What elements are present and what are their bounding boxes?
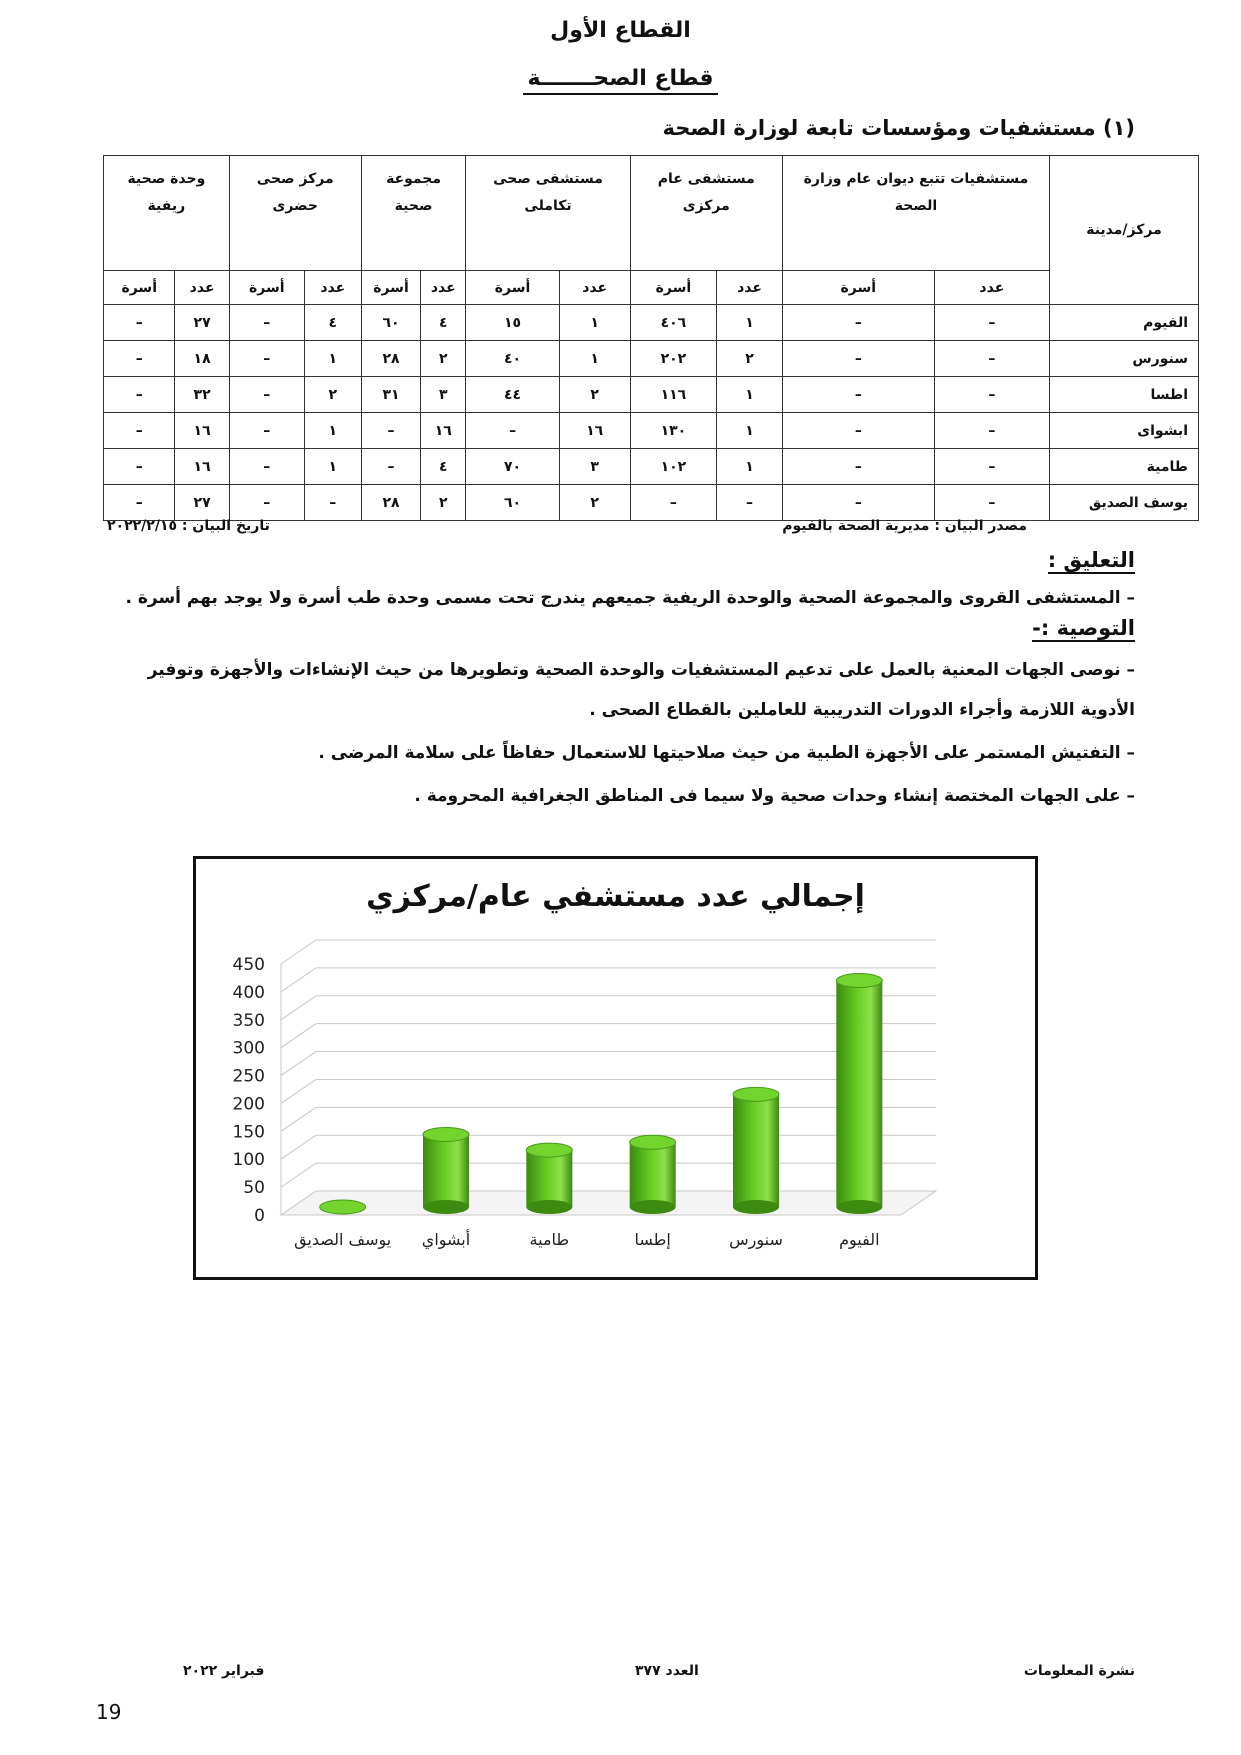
beds-subheader: أسرة bbox=[361, 271, 420, 305]
value-cell: ٤ bbox=[421, 305, 466, 341]
chart-title: إجمالي عدد مستشفي عام/مركزي bbox=[366, 879, 865, 914]
value-cell: ١٦ bbox=[559, 413, 630, 449]
group-header: مركز صحى حضرى bbox=[229, 156, 361, 271]
value-cell: ٢٨ bbox=[361, 341, 420, 377]
value-cell: – bbox=[361, 449, 420, 485]
count-subheader: عدد bbox=[559, 271, 630, 305]
value-cell: ٤٤ bbox=[466, 377, 559, 413]
value-cell: ٢ bbox=[559, 377, 630, 413]
value-cell: – bbox=[934, 305, 1049, 341]
value-cell: ١ bbox=[717, 413, 783, 449]
value-cell: ٢٧ bbox=[175, 485, 229, 521]
value-cell: ٤ bbox=[421, 449, 466, 485]
count-subheader: عدد bbox=[717, 271, 783, 305]
value-cell: ١٣٠ bbox=[630, 413, 717, 449]
bar bbox=[423, 1134, 469, 1207]
beds-subheader: أسرة bbox=[630, 271, 717, 305]
value-cell: – bbox=[229, 305, 304, 341]
gridline-side bbox=[281, 1024, 316, 1048]
city-header: مركز/مدينة bbox=[1050, 156, 1199, 305]
recommendation-line: – نوصى الجهات المعنية بالعمل على تدعيم المستشفيات والوحدة الصحية وتطويرها من حيث الإنشاءات والأجهزة وتوفير الأدوية اللازمة وأجراء الدورات التدريبية للعاملين بالقطاع الصحى . bbox=[147, 660, 1135, 720]
gridline-side bbox=[281, 1135, 316, 1159]
value-cell: – bbox=[782, 485, 934, 521]
data-source: مصدر البيان : مديرية الصحة بالفيوم bbox=[782, 518, 1027, 534]
table-row bbox=[104, 341, 1199, 377]
gridline-side bbox=[281, 940, 316, 964]
value-cell: ١٦ bbox=[175, 413, 229, 449]
x-tick-label: الفيوم bbox=[839, 1230, 880, 1249]
comment-heading bbox=[1048, 548, 1135, 572]
recommendation-heading bbox=[1032, 616, 1135, 640]
value-cell: ٢ bbox=[717, 341, 783, 377]
data-date: تاريخ البيان : ٢٠٢٢/٢/١٥ bbox=[107, 518, 270, 534]
chart-plot bbox=[196, 859, 1035, 1277]
beds-subheader: أسرة bbox=[229, 271, 304, 305]
value-cell: ٤ bbox=[304, 305, 361, 341]
x-tick-label: سنورس bbox=[729, 1230, 783, 1249]
value-cell: ١ bbox=[559, 341, 630, 377]
bar-top bbox=[733, 1087, 779, 1101]
value-cell: ٢ bbox=[559, 485, 630, 521]
bar bbox=[836, 981, 882, 1207]
group-header: مستشفى عام مركزى bbox=[630, 156, 782, 271]
bar-base bbox=[423, 1200, 469, 1214]
subsector-title bbox=[0, 66, 1241, 91]
x-tick-label: يوسف الصديق bbox=[294, 1230, 392, 1249]
value-cell: – bbox=[934, 377, 1049, 413]
footer-date: فبراير ٢٠٢٢ bbox=[183, 1663, 265, 1679]
count-subheader: عدد bbox=[934, 271, 1049, 305]
y-tick-label: 250 bbox=[232, 1066, 265, 1087]
city-cell: ابشواى bbox=[1050, 413, 1199, 449]
value-cell: ٣٢ bbox=[175, 377, 229, 413]
bar-base bbox=[836, 1200, 882, 1214]
value-cell: ٣١ bbox=[361, 377, 420, 413]
gridline-side bbox=[281, 1052, 316, 1076]
sector-title: القطاع الأول bbox=[550, 18, 691, 43]
value-cell: – bbox=[782, 377, 934, 413]
value-cell: ٣ bbox=[421, 377, 466, 413]
hospitals-table bbox=[103, 155, 1199, 521]
value-cell: ١ bbox=[559, 305, 630, 341]
value-cell: – bbox=[104, 413, 175, 449]
value-cell: ٦٠ bbox=[466, 485, 559, 521]
gridline-side bbox=[281, 1163, 316, 1187]
beds-subheader: أسرة bbox=[466, 271, 559, 305]
x-tick-label: أبشواي bbox=[421, 1230, 471, 1249]
city-cell: اطسا bbox=[1050, 377, 1199, 413]
comment-line: – المستشفى القروى والمجموعة الصحية والوحدة الريفية جميعهم يندرج تحت مسمى وحدة طب أسرة ولا يوجد بهم أسرة . bbox=[125, 588, 1135, 608]
y-tick-label: 450 bbox=[232, 955, 265, 975]
table-row bbox=[104, 449, 1199, 485]
group-header: وحدة صحية ريفية bbox=[104, 156, 230, 271]
value-cell: ١٦ bbox=[421, 413, 466, 449]
bar-top bbox=[320, 1200, 366, 1214]
value-cell: – bbox=[934, 449, 1049, 485]
y-tick-label: 400 bbox=[232, 982, 265, 1003]
beds-subheader: أسرة bbox=[782, 271, 934, 305]
value-cell: ٤٠٦ bbox=[630, 305, 717, 341]
value-cell: ١٨ bbox=[175, 341, 229, 377]
bar-top bbox=[836, 974, 882, 988]
group-header: مجموعة صحية bbox=[361, 156, 466, 271]
value-cell: ١٦ bbox=[175, 449, 229, 485]
city-cell: سنورس bbox=[1050, 341, 1199, 377]
y-tick-label: 100 bbox=[232, 1150, 265, 1171]
value-cell: ٣ bbox=[559, 449, 630, 485]
bar bbox=[630, 1142, 676, 1207]
x-tick-label: طامية bbox=[529, 1230, 570, 1249]
value-cell: – bbox=[104, 341, 175, 377]
value-cell: – bbox=[229, 341, 304, 377]
value-cell: – bbox=[229, 485, 304, 521]
bar-base bbox=[630, 1200, 676, 1214]
city-cell: يوسف الصديق bbox=[1050, 485, 1199, 521]
bar-top bbox=[630, 1135, 676, 1149]
y-tick-label: 300 bbox=[232, 1038, 265, 1059]
bar bbox=[526, 1150, 572, 1207]
footer-publication: نشرة المعلومات bbox=[1023, 1663, 1135, 1679]
value-cell: ١ bbox=[304, 413, 361, 449]
value-cell: ٢ bbox=[304, 377, 361, 413]
value-cell: ١١٦ bbox=[630, 377, 717, 413]
value-cell: – bbox=[104, 449, 175, 485]
value-cell: ٢ bbox=[421, 341, 466, 377]
group-header: مستشفى صحى تكاملى bbox=[466, 156, 630, 271]
bar-chart bbox=[193, 856, 1038, 1280]
count-subheader: عدد bbox=[304, 271, 361, 305]
page-number: 19 bbox=[96, 1700, 122, 1724]
gridline-side bbox=[281, 1107, 316, 1131]
value-cell: – bbox=[466, 413, 559, 449]
value-cell: – bbox=[304, 485, 361, 521]
table-title: (١) مستشفيات ومؤسسات تابعة لوزارة الصحة bbox=[662, 116, 1135, 140]
y-tick-label: 0 bbox=[254, 1206, 265, 1226]
value-cell: – bbox=[104, 485, 175, 521]
gridline-side bbox=[281, 968, 316, 992]
value-cell: ٢٠٢ bbox=[630, 341, 717, 377]
y-tick-label: 50 bbox=[243, 1178, 265, 1199]
value-cell: – bbox=[934, 413, 1049, 449]
table-row bbox=[104, 413, 1199, 449]
value-cell: – bbox=[782, 305, 934, 341]
value-cell: – bbox=[782, 341, 934, 377]
value-cell: ١ bbox=[717, 305, 783, 341]
value-cell: – bbox=[717, 485, 783, 521]
table-row bbox=[104, 305, 1199, 341]
y-tick-label: 200 bbox=[232, 1094, 265, 1115]
recommendation-heading-text: التوصية :- bbox=[1032, 616, 1135, 640]
value-cell: ١ bbox=[304, 449, 361, 485]
y-tick-label: 350 bbox=[232, 1010, 265, 1031]
value-cell: – bbox=[104, 305, 175, 341]
value-cell: ١٠٢ bbox=[630, 449, 717, 485]
value-cell: – bbox=[229, 413, 304, 449]
value-cell: ١٥ bbox=[466, 305, 559, 341]
value-cell: – bbox=[630, 485, 717, 521]
value-cell: – bbox=[361, 413, 420, 449]
value-cell: – bbox=[229, 377, 304, 413]
group-header: مستشفيات تتبع ديوان عام وزارة الصحة bbox=[782, 156, 1049, 271]
beds-subheader: أسرة bbox=[104, 271, 175, 305]
bar-top bbox=[423, 1127, 469, 1141]
value-cell: – bbox=[104, 377, 175, 413]
comment-heading-text: التعليق : bbox=[1047, 548, 1135, 572]
value-cell: ٢ bbox=[421, 485, 466, 521]
value-cell: – bbox=[229, 449, 304, 485]
gridline-side bbox=[281, 996, 316, 1020]
value-cell: – bbox=[782, 449, 934, 485]
recommendation-line: – التفتيش المستمر على الأجهزة الطبية من حيث صلاحيتها للاستعمال حفاظاً على سلامة المرضى . bbox=[318, 743, 1135, 763]
recommendation-line: – على الجهات المختصة إنشاء وحدات صحية ولا سيما فى المناطق الجغرافية المحرومة . bbox=[414, 786, 1135, 806]
value-cell: ١ bbox=[304, 341, 361, 377]
value-cell: ١ bbox=[717, 449, 783, 485]
bar bbox=[733, 1094, 779, 1207]
value-cell: ١ bbox=[717, 377, 783, 413]
value-cell: ٢٨ bbox=[361, 485, 420, 521]
value-cell: ٧٠ bbox=[466, 449, 559, 485]
count-subheader: عدد bbox=[175, 271, 229, 305]
value-cell: – bbox=[934, 485, 1049, 521]
subsector-title-text: قطاع الصحـــــــة bbox=[523, 66, 717, 95]
x-tick-label: إطسا bbox=[634, 1230, 671, 1249]
bar-top bbox=[526, 1143, 572, 1157]
value-cell: ٤٠ bbox=[466, 341, 559, 377]
city-cell: الفيوم bbox=[1050, 305, 1199, 341]
value-cell: – bbox=[934, 341, 1049, 377]
bar-base bbox=[526, 1200, 572, 1214]
bar-base bbox=[733, 1200, 779, 1214]
gridline-side bbox=[281, 1079, 316, 1103]
city-cell: طامية bbox=[1050, 449, 1199, 485]
footer-issue: العدد ٣٧٧ bbox=[635, 1663, 699, 1679]
table-row bbox=[104, 485, 1199, 521]
table-row bbox=[104, 377, 1199, 413]
value-cell: – bbox=[782, 413, 934, 449]
value-cell: ٢٧ bbox=[175, 305, 229, 341]
y-tick-label: 150 bbox=[232, 1122, 265, 1143]
count-subheader: عدد bbox=[421, 271, 466, 305]
value-cell: ٦٠ bbox=[361, 305, 420, 341]
